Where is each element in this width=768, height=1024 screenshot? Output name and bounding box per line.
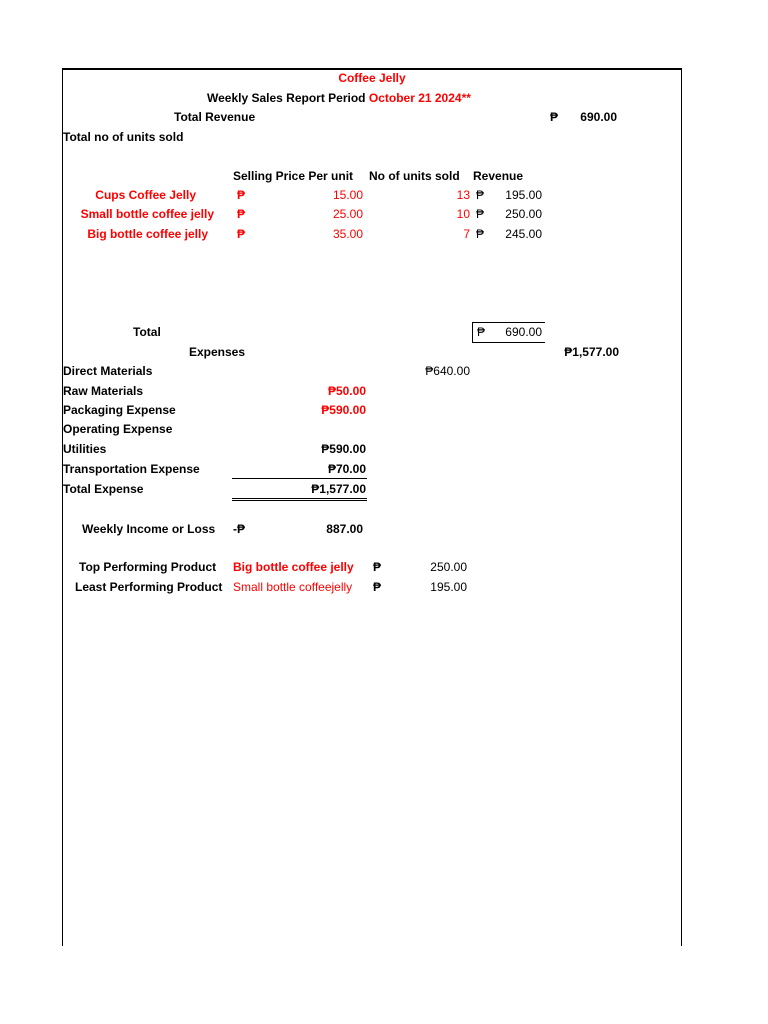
- sales-total-value: 690.00: [505, 325, 542, 339]
- expenses-total: ₱1,577.00: [564, 345, 619, 359]
- price-value: 25.00: [332, 207, 363, 221]
- total-units-label: Total no of units sold: [63, 130, 184, 144]
- header-selling-price: Selling Price Per unit: [233, 169, 354, 183]
- report-period: October 21 2024**: [368, 91, 471, 105]
- price-currency: ₱: [237, 188, 246, 202]
- price-currency: ₱: [237, 227, 246, 241]
- income-currency: -₱: [233, 522, 245, 536]
- units-value: 10: [456, 207, 470, 221]
- revenue-currency: ₱: [476, 188, 485, 202]
- top-performing-product: Big bottle coffee jelly: [233, 560, 354, 574]
- direct-materials-value: ₱640.00: [425, 364, 470, 378]
- total-left-border: [472, 322, 473, 342]
- total-expense-top-border: [232, 478, 367, 479]
- sales-total-currency: ₱: [477, 325, 486, 339]
- income-label: Weekly Income or Loss: [82, 522, 216, 536]
- revenue-value: 195.00: [505, 188, 542, 202]
- header-revenue: Revenue: [473, 169, 524, 183]
- product-name: Big bottle coffee jelly: [87, 227, 208, 241]
- least-performing-product: Small bottle coffeejelly: [233, 580, 353, 594]
- product-name: Small bottle coffee jelly: [80, 207, 214, 221]
- revenue-currency: ₱: [476, 227, 485, 241]
- revenue-value: 250.00: [505, 207, 542, 221]
- total-expense-bottom-border-2: [232, 500, 367, 501]
- transport-label: Transportation Expense: [63, 462, 200, 476]
- income-value: 887.00: [326, 522, 363, 536]
- packaging-label: Packaging Expense: [63, 403, 176, 417]
- direct-materials-label: Direct Materials: [63, 364, 153, 378]
- sheet-title: Coffee Jelly: [338, 71, 406, 85]
- packaging-value: ₱590.00: [321, 403, 366, 417]
- total-expense-label: Total Expense: [63, 482, 144, 496]
- report-label: Weekly Sales Report Period: [207, 91, 366, 105]
- total-bottom-border: [472, 342, 545, 343]
- units-value: 7: [463, 227, 470, 241]
- header-units-sold: No of units sold: [369, 169, 460, 183]
- total-expense-bottom-border-1: [232, 498, 367, 499]
- top-performing-value: 250.00: [430, 560, 467, 574]
- least-performing-value: 195.00: [430, 580, 467, 594]
- product-name: Cups Coffee Jelly: [95, 188, 196, 202]
- operating-label: Operating Expense: [63, 422, 173, 436]
- revenue-currency: ₱: [476, 207, 485, 221]
- sales-total-label: Total: [133, 325, 161, 339]
- least-performing-currency: ₱: [373, 580, 382, 594]
- total-revenue-value: 690.00: [580, 110, 617, 124]
- total-top-border: [472, 322, 545, 323]
- least-performing-label: Least Performing Product: [75, 580, 223, 594]
- total-expense-value: ₱1,577.00: [311, 482, 366, 496]
- utilities-label: Utilities: [63, 442, 107, 456]
- transport-value: ₱70.00: [327, 462, 366, 476]
- total-revenue-label: Total Revenue: [174, 110, 256, 124]
- report-period-row: [207, 91, 471, 106]
- expenses-label: Expenses: [189, 345, 246, 359]
- total-revenue-currency: ₱: [550, 110, 559, 124]
- utilities-value: ₱590.00: [321, 442, 366, 456]
- price-currency: ₱: [237, 207, 246, 221]
- raw-materials-value: ₱50.00: [327, 384, 366, 398]
- top-performing-label: Top Performing Product: [79, 560, 217, 574]
- revenue-value: 245.00: [505, 227, 542, 241]
- top-performing-currency: ₱: [373, 560, 382, 574]
- price-value: 15.00: [332, 188, 363, 202]
- price-value: 35.00: [332, 227, 363, 241]
- units-value: 13: [456, 188, 470, 202]
- raw-materials-label: Raw Materials: [63, 384, 144, 398]
